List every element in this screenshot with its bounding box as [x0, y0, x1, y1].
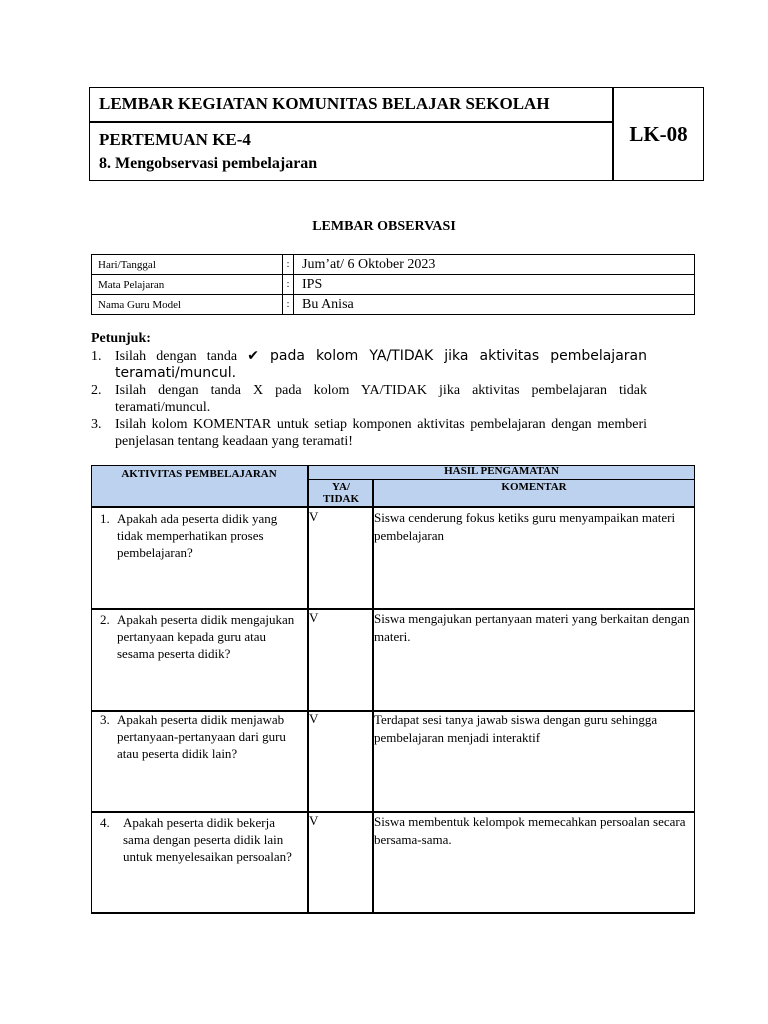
instruction-item-2 [91, 382, 647, 416]
observation-mark: V [309, 610, 319, 625]
column-header-comment: KOMENTAR [501, 481, 567, 493]
observation-comment: Siswa mengajukan pertanyaan materi yang berkaitan dengan materi. [374, 611, 690, 644]
instruction-item-3 [91, 416, 647, 450]
instruction-text: pada kolom YA/TIDAK jika aktivitas pembelajaran teramati/muncul. [115, 348, 647, 381]
table-border [91, 465, 92, 913]
instructions-title: Petunjuk: [91, 331, 151, 346]
info-separator: : [283, 275, 294, 295]
document-header [89, 87, 704, 181]
question-text: Apakah peserta didik menjawab pertanyaan-pertanyaan dari guru atau peserta didik lain? [117, 712, 286, 761]
checkmark-icon: ✔ [247, 348, 259, 364]
info-row-subject [92, 275, 695, 295]
observation-comment: Siswa cenderung fokus ketiks guru menyampaikan materi pembelajaran [374, 510, 676, 543]
question-text: Apakah ada peserta didik yang tidak memperhatikan proses pembelajaran? [117, 511, 278, 560]
observation-comment: Terdapat sesi tanya jawab siswa dengan guru sehingga pembelajaran menjadi interaktif [374, 712, 658, 745]
info-value-subject: IPS [294, 275, 695, 295]
instruction-number: 3. [91, 417, 102, 432]
question-number: 1. [100, 511, 110, 526]
info-value-date: Jum’at/ 6 Oktober 2023 [294, 255, 695, 275]
question-text: Apakah peserta didik mengajukan pertanyaan kepada guru atau sesama peserta didik? [117, 612, 295, 661]
info-row-date [92, 255, 695, 275]
info-label: Hari/Tanggal [92, 255, 283, 275]
table-row-question [100, 510, 298, 561]
instruction-number: 2. [91, 383, 102, 398]
observation-table [91, 465, 695, 913]
info-separator: : [283, 255, 294, 275]
question-number: 3. [100, 712, 110, 727]
column-header-result: HASIL PENGAMATAN [444, 465, 559, 477]
table-border [91, 506, 695, 508]
instruction-number: 1. [91, 349, 102, 364]
column-header-yes-no: YA/ TIDAK [322, 481, 360, 505]
info-label: Nama Guru Model [92, 295, 283, 315]
observation-sheet-title: LEMBAR OBSERVASI [312, 219, 456, 234]
table-border [307, 465, 309, 913]
observation-mark: V [309, 813, 319, 828]
table-border [91, 912, 695, 914]
info-value-teacher: Bu Anisa [294, 295, 695, 315]
activity-subtitle: 8. Mengobservasi pembelajaran [99, 155, 318, 172]
meeting-label: PERTEMUAN KE-4 [99, 130, 251, 149]
column-header-activity: AKTIVITAS PEMBELAJARAN [121, 468, 277, 480]
instruction-item-1 [91, 348, 647, 382]
observation-mark: V [309, 509, 319, 524]
table-row-question [100, 611, 298, 662]
observation-mark: V [309, 711, 319, 726]
header-divider-horizontal [90, 121, 612, 123]
question-number: 2. [100, 612, 110, 627]
table-row-question [100, 814, 298, 865]
instruction-text: Isilah dengan tanda X pada kolom YA/TIDAK jika aktivitas pembelajaran tidak teramati/muncul. [115, 383, 647, 415]
question-number: 4. [100, 815, 110, 830]
question-text: Apakah peserta didik bekerja sama dengan peserta didik lain untuk menyelesaikan persoalan? [123, 815, 292, 864]
table-border [308, 479, 695, 480]
info-table [91, 254, 695, 315]
observation-comment: Siswa membentuk kelompok memecahkan persoalan secara bersama-sama. [374, 814, 686, 847]
document-title: LEMBAR KEGIATAN KOMUNITAS BELAJAR SEKOLAH [99, 94, 550, 113]
info-separator: : [283, 295, 294, 315]
info-label: Mata Pelajaran [92, 275, 283, 295]
document-code: LK-08 [629, 121, 688, 146]
instruction-text: Isilah kolom KOMENTAR untuk setiap komponen aktivitas pembelajaran dengan memberi penjelasan tentang keadaan yang teramati! [115, 417, 647, 449]
instruction-text: Isilah dengan tanda [115, 349, 248, 364]
info-row-teacher [92, 295, 695, 315]
table-row-question [100, 711, 298, 762]
